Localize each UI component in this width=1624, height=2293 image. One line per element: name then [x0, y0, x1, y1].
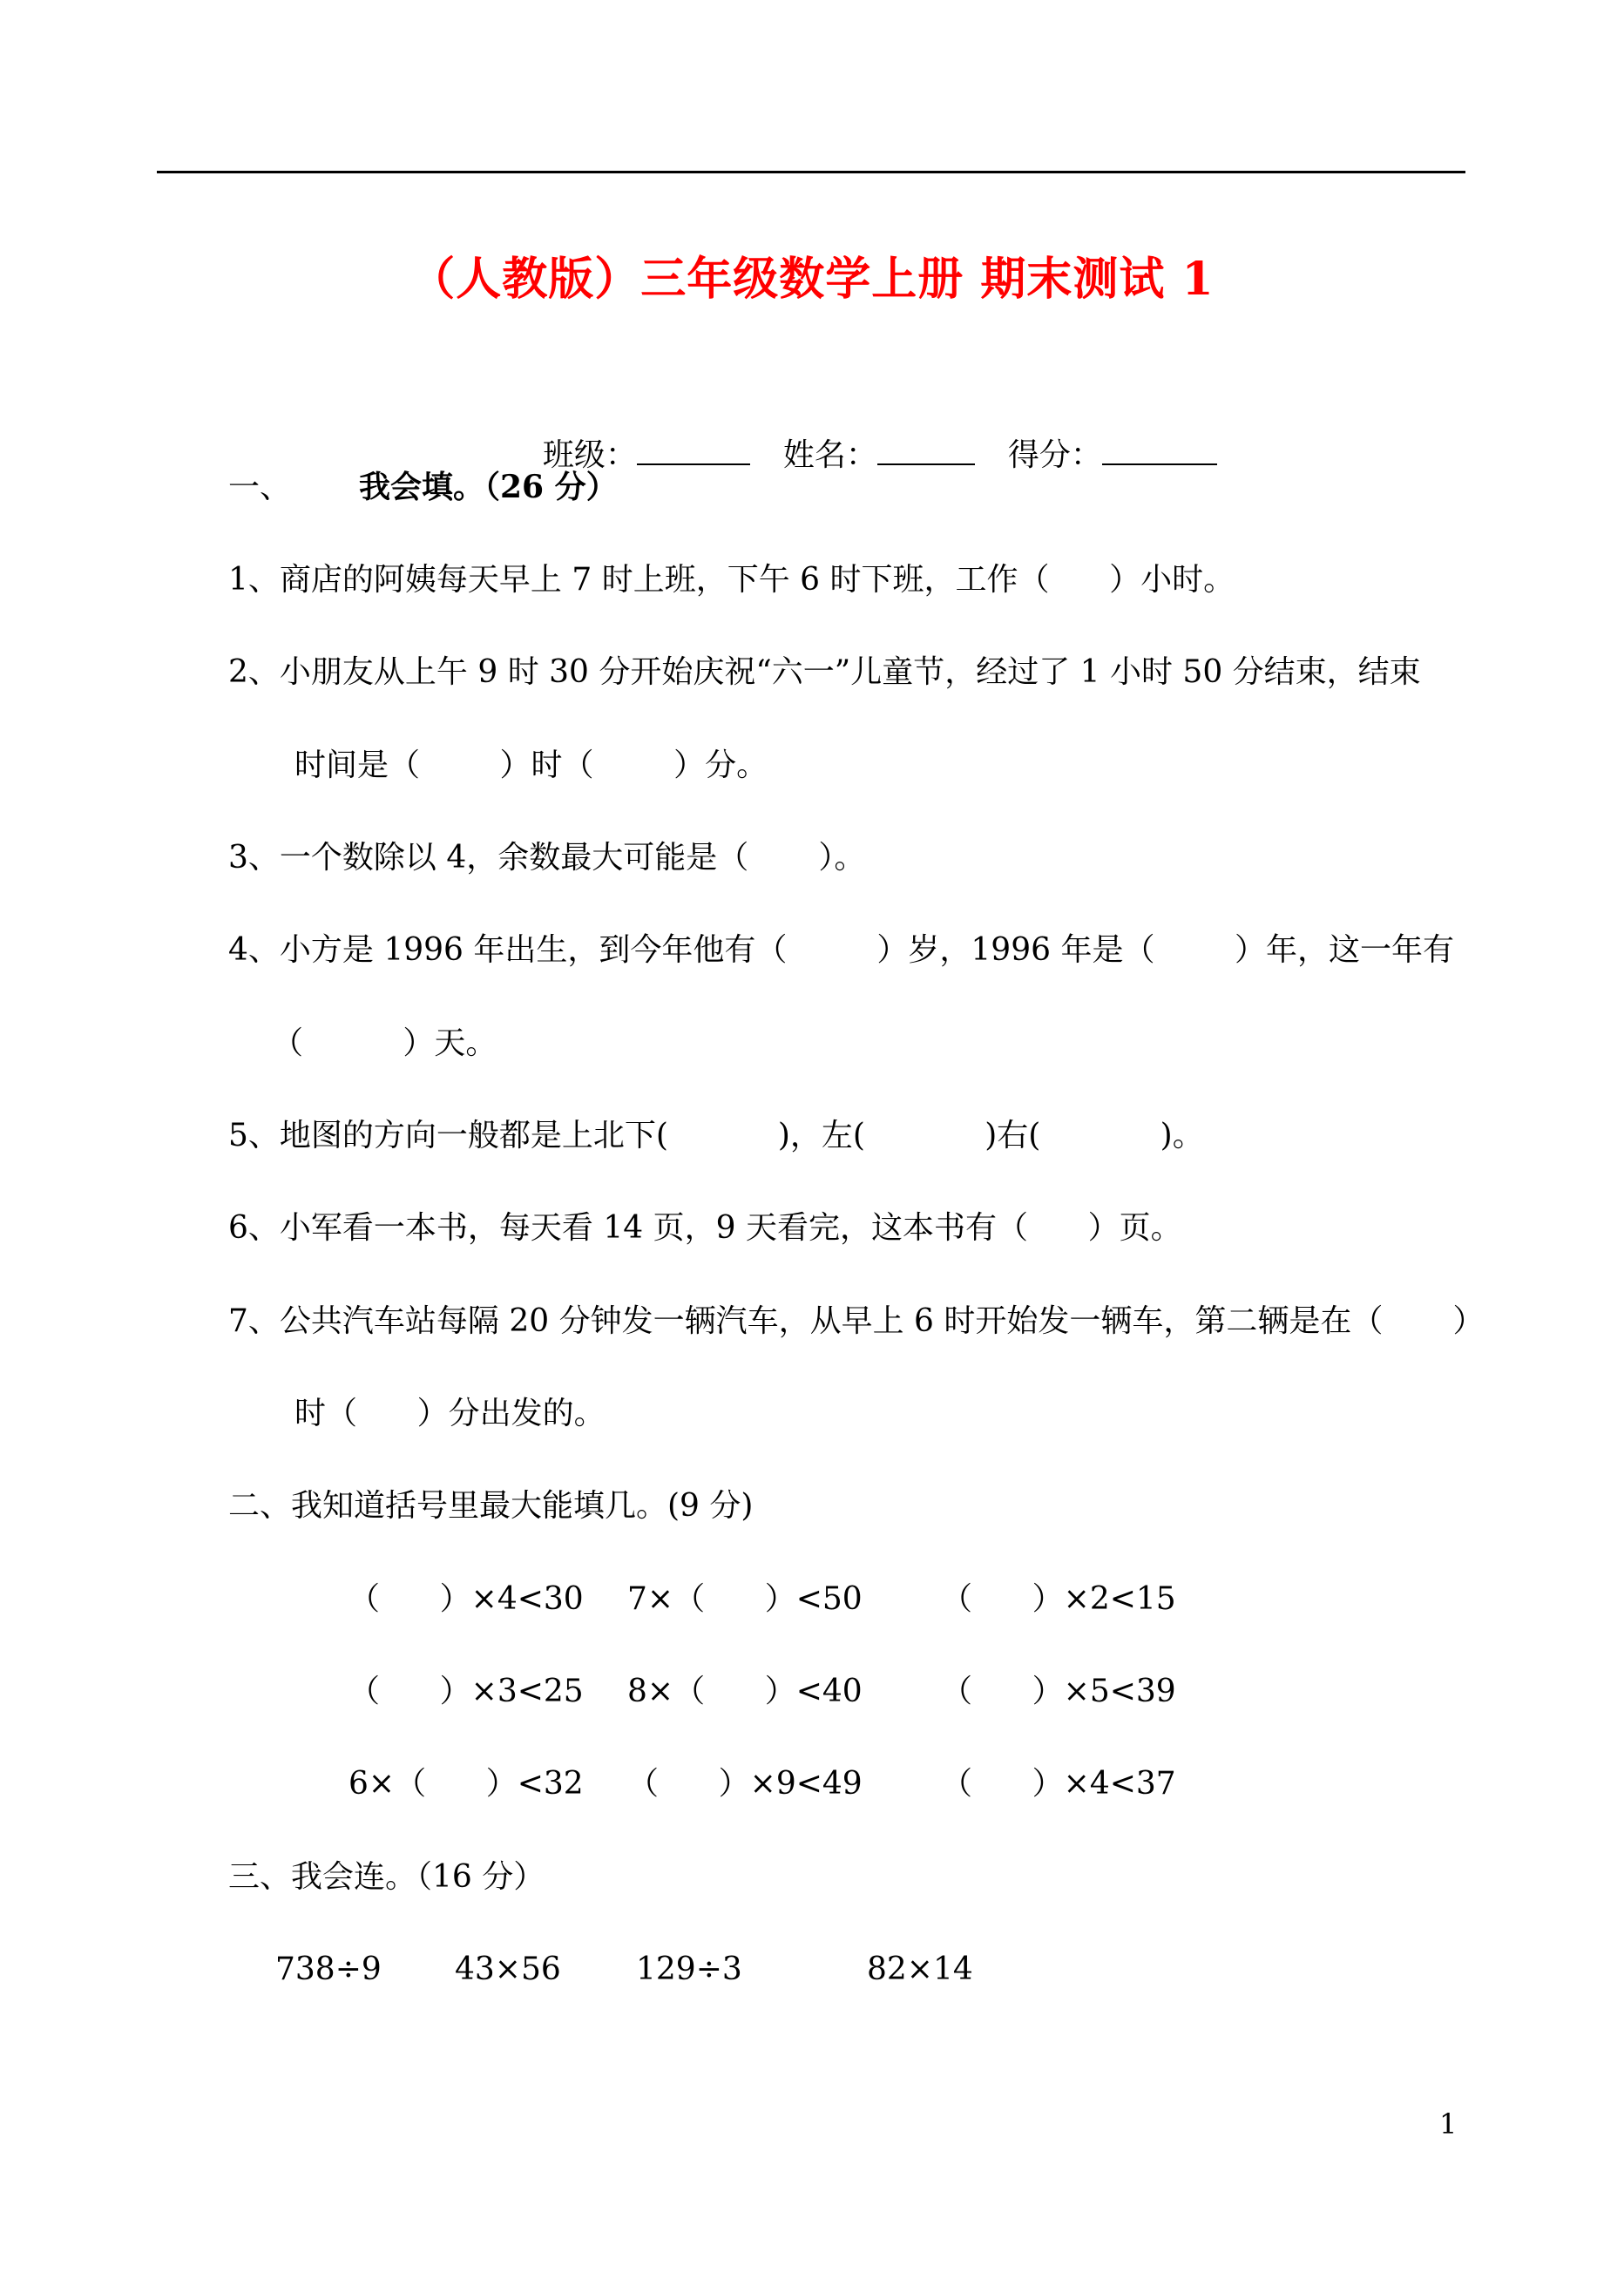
class-label: 班级： — [542, 437, 637, 473]
compare-item: （ ）×2<15 — [941, 1581, 1176, 1617]
score-blank[interactable] — [1102, 430, 1217, 465]
question-2-line1: 2、小朋友从上午 9 时 30 分开始庆祝“六一”儿童节，经过了 1 小时 50 分结束，结束 — [228, 654, 1421, 690]
match-item: 43×56 — [455, 1951, 561, 1987]
page-title: （人教版）三年级数学上册 期末测试 1 — [409, 253, 1215, 306]
student-info-row — [523, 389, 1217, 477]
compare-item: （ ）×5<39 — [941, 1674, 1176, 1709]
question-2-line2: 时间是（ ）时（ ）分。 — [294, 747, 768, 783]
name-label: 姓名： — [782, 437, 877, 473]
question-6: 6、小军看一本书，每天看 14 页，9 天看完，这本书有（ ）页。 — [228, 1210, 1182, 1246]
page-number: 1 — [1439, 2107, 1458, 2141]
question-7-line2: 时（ ）分出发的。 — [294, 1396, 606, 1431]
question-3: 3、一个数除以 4，余数最大可能是（ ）。 — [228, 840, 866, 876]
question-4-line2: （ ）天。 — [272, 1025, 497, 1061]
name-field — [783, 430, 975, 477]
match-item: 738÷9 — [275, 1951, 382, 1987]
question-4-line1: 4、小方是 1996 年出生，到今年他有（ ）岁，1996 年是（ ）年，这一年有 — [228, 932, 1455, 968]
question-1: 1、商店的阿姨每天早上 7 时上班，下午 6 时下班，工作（ ）小时。 — [228, 562, 1235, 598]
section3-heading: 三、我会连。（16 分） — [228, 1859, 545, 1895]
compare-item: （ ）×9<49 — [627, 1766, 863, 1802]
section1-number: 一、 — [228, 470, 292, 505]
match-item: 129÷3 — [636, 1951, 742, 1987]
compare-item: 7×（ ）<50 — [627, 1581, 863, 1617]
section1-heading: 我会填。（26 分） — [359, 469, 618, 505]
section1-heading-row — [228, 466, 618, 509]
compare-item: （ ）×4<37 — [941, 1766, 1176, 1802]
compare-item: （ ）×3<25 — [348, 1674, 584, 1709]
name-blank[interactable] — [877, 430, 975, 465]
section2-heading: 二、我知道括号里最大能填几。(9 分) — [228, 1488, 754, 1524]
class-blank[interactable] — [637, 430, 750, 465]
compare-item: 6×（ ）<32 — [348, 1766, 584, 1802]
question-7-line1: 7、公共汽车站每隔 20 分钟发一辆汽车，从早上 6 时开始发一辆车，第二辆是在（ ） — [228, 1303, 1485, 1339]
score-label: 得分： — [1007, 437, 1102, 473]
compare-item: （ ）×4<30 — [348, 1581, 584, 1617]
question-5: 5、地图的方向一般都是上北下( )，左( )右( )。 — [228, 1118, 1204, 1153]
match-item: 82×14 — [867, 1951, 973, 1987]
header-rule — [157, 171, 1465, 173]
score-field — [1008, 430, 1217, 477]
compare-item: 8×（ ）<40 — [627, 1674, 863, 1709]
